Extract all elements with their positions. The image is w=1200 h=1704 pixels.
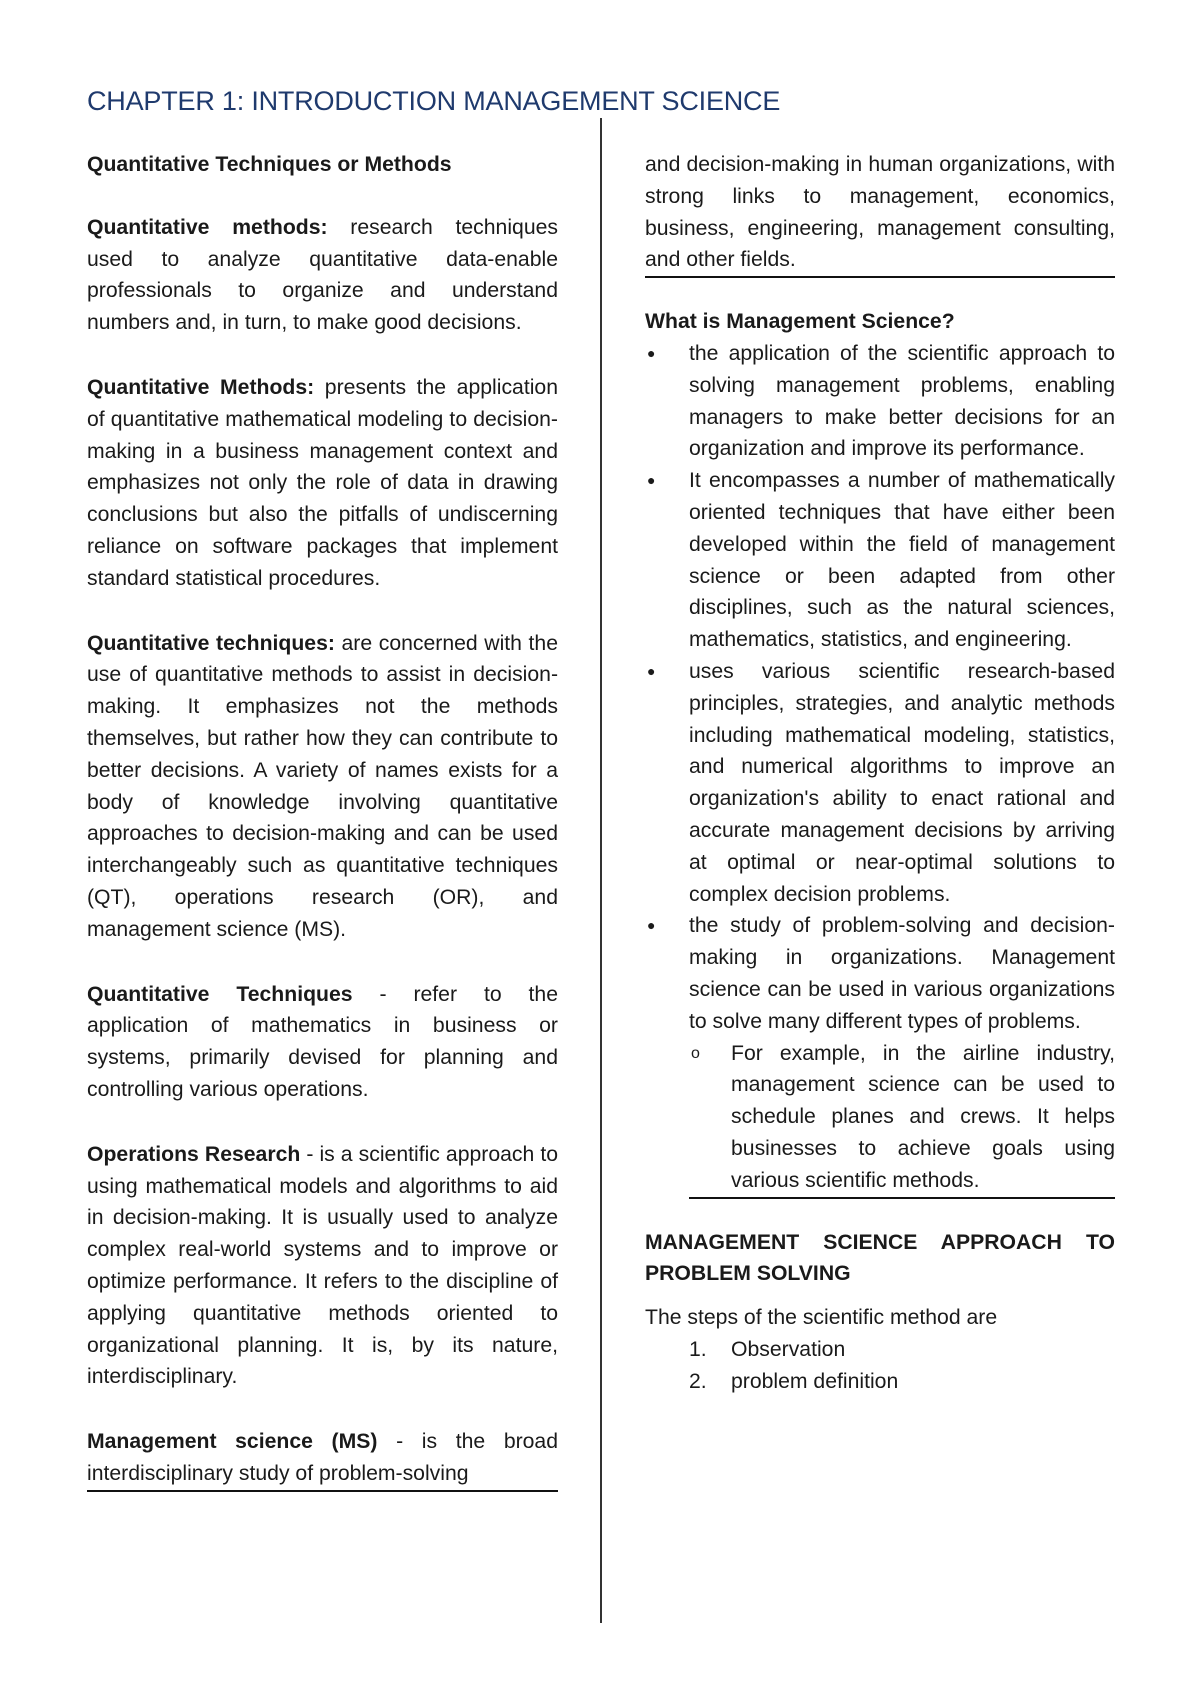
definition-paragraph [87,979,558,1106]
step-item [689,1334,1115,1366]
definition-body: - refer to the application of mathematics in business or systems, primarily devised for planning and controlling various operations. [87,982,558,1101]
definition-paragraph [87,1426,558,1492]
section-heading: What is Management Science? [645,310,955,334]
sub-bullet-item: o For example, in the airline industry, management science can be used to schedule planes and crews. It helps businesses to achieve goals using various scientific methods. [689,1038,1115,1199]
right-column [645,149,1115,1397]
step-label: problem definition [731,1369,899,1393]
steps-intro: The steps of the scientific method are [645,1306,998,1330]
definition-term: Quantitative methods: [87,215,328,239]
definition-paragraph [87,1139,558,1393]
definition-bullet-list [645,338,1115,1038]
definition-body: presents the application of quantitative mathematical modeling to decision-making in a business management context and emphasizes not only the role of data in drawing conclusions but also the pitfalls of undiscerning reliance on software packages that implement standard statistical procedures. [87,375,558,590]
bullet-item: ● It encompasses a number of mathematically oriented techniques that have either been developed within the field of management science or been adapted from other disciplines, such as the natural sciences, mathematics, statistics, and engineering. [645,465,1115,656]
definition-term: Operations Research [87,1142,301,1166]
step-number: 1. [689,1337,707,1361]
sub-bullet-list [645,1038,1115,1199]
definition-term: Management science (MS) [87,1430,378,1454]
step-item [689,1366,1115,1398]
definition-body: are concerned with the use of quantitative methods to assist in decision-making. It emphasizes not the methods themselves, but rather how they can contribute to better decisions. A variety of names exists for a body of knowledge involving quantitative approaches to decision-making and can be used interchangeably such as quantitative techniques (QT), operations research (OR), and management science (MS). [87,631,558,941]
chapter-title: CHAPTER 1: INTRODUCTION MANAGEMENT SCIENCE [87,86,781,116]
step-label: Observation [731,1337,846,1361]
continuation-paragraph: and decision-making in human organizations, with strong links to management, economics, business, engineering, management consulting, and other fields. [645,149,1115,278]
step-number: 2. [689,1369,707,1393]
section-heading: MANAGEMENT SCIENCE APPROACH TO PROBLEM SOLVING [645,1230,1115,1286]
column-divider [600,118,602,1623]
definition-paragraph [87,372,558,595]
bullet-item: ● the application of the scientific approach to solving management problems, enabling managers to make better decisions for an organization and improve its performance. [645,338,1115,465]
bullet-item: ● uses various scientific research-based principles, strategies, and analytic methods including mathematical modeling, statistics, and numerical algorithms to improve an organization's ability to enact rational and accurate management decisions by arriving at optimal or near-optimal solutions to complex decision problems. [645,656,1115,910]
definition-term: Quantitative techniques: [87,631,335,655]
definition-body: - is the broad interdisciplinary study of problem-solving [87,1430,559,1485]
left-column [87,149,558,1492]
section-heading: Quantitative Techniques or Methods [87,153,452,176]
definition-term: Quantitative Methods: [87,375,315,399]
definition-paragraph [87,628,558,946]
definition-body: research techniques used to analyze quantitative data-enable professionals to organize and understand numbers and, in turn, to make good decisions. [87,215,558,335]
definition-term: Quantitative Techniques [87,982,353,1006]
bullet-item: ● the study of problem-solving and decision-making in organizations. Management science can be used in various organizations to solve many different types of problems. [645,910,1115,1037]
definition-paragraph [87,212,558,339]
steps-list [645,1334,1115,1398]
definition-body: - is a scientific approach to using mathematical models and algorithms to aid in decision-making. It is usually used to analyze complex real-world systems and to improve or optimize performance. It refers to the discipline of applying quantitative methods oriented to organizational planning. It is, by its nature, interdisciplinary. [87,1142,558,1389]
